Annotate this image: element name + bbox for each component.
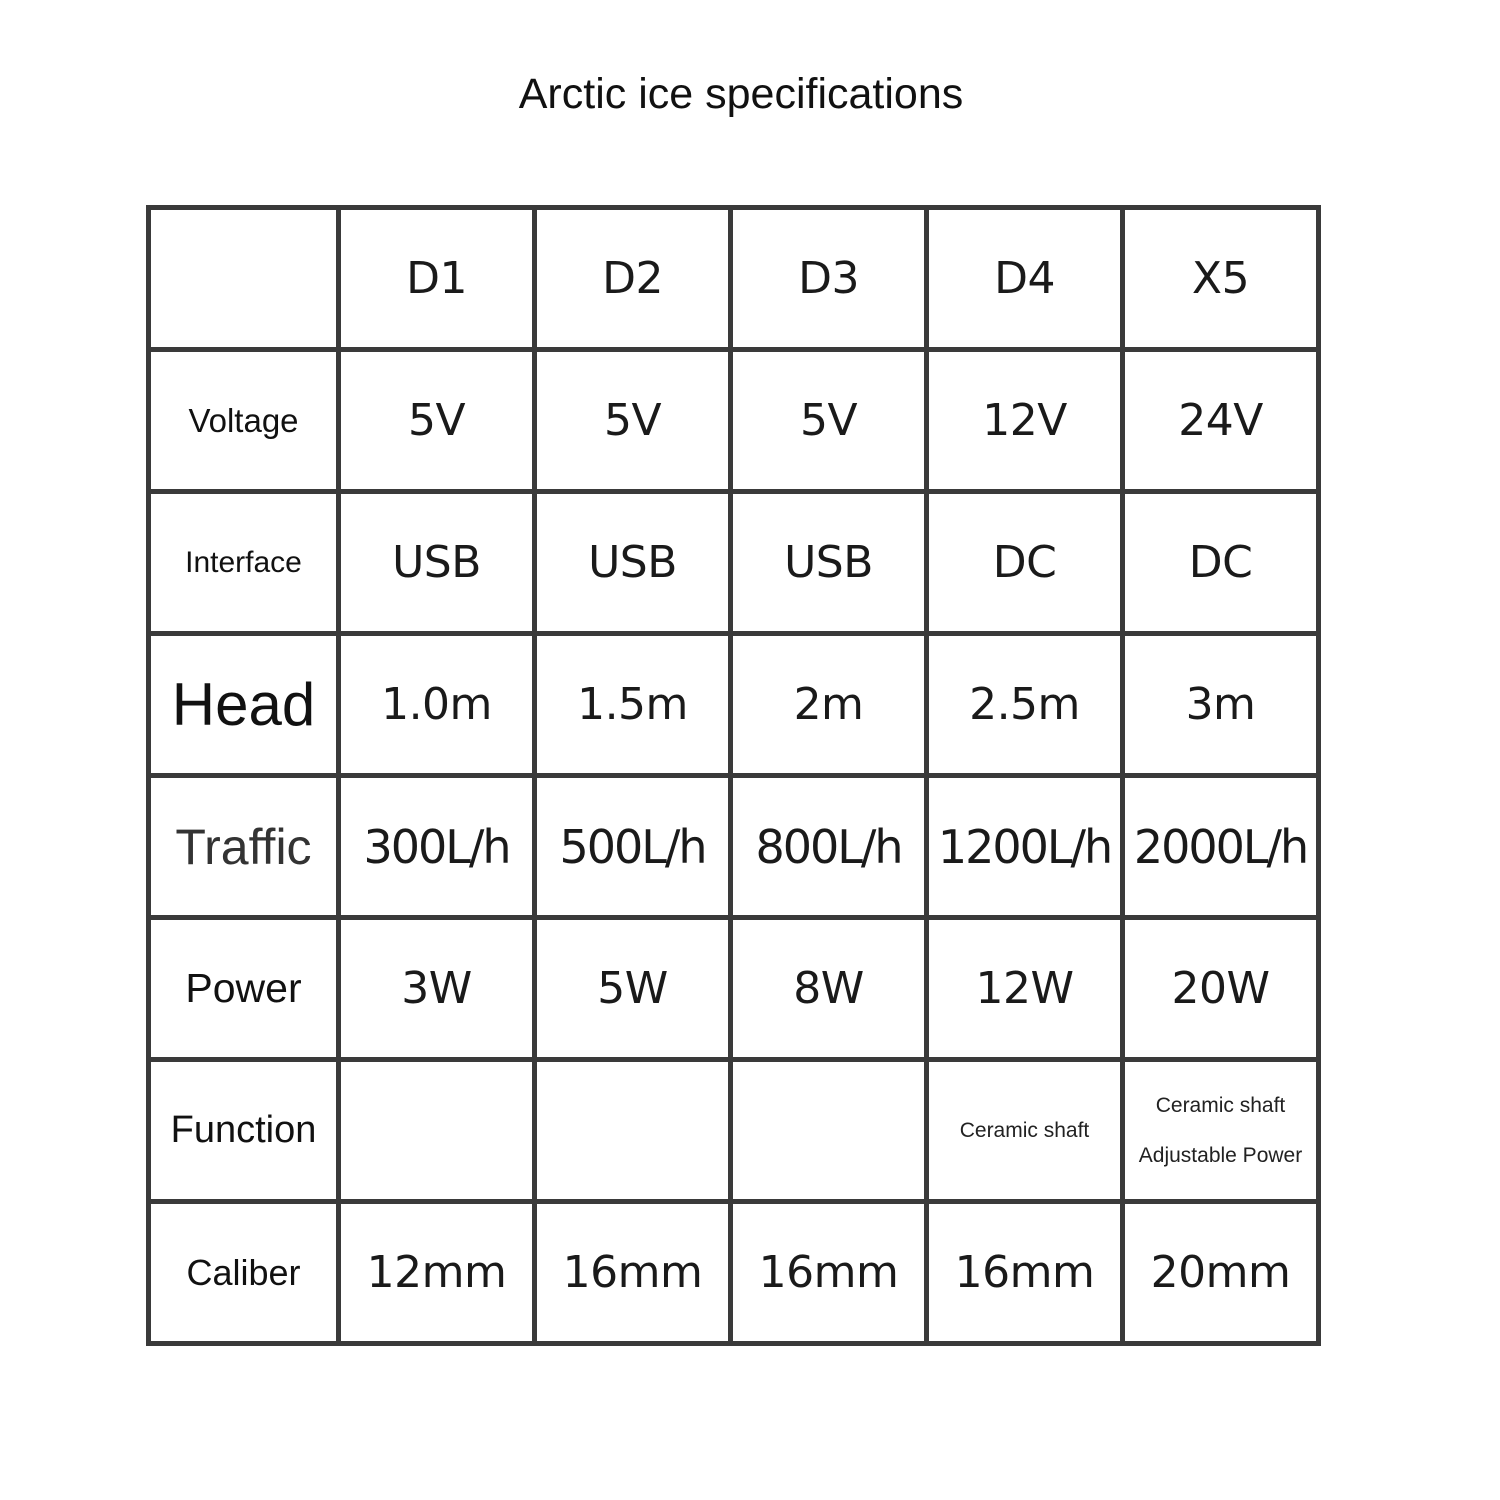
power-value: 3W [401,963,472,1014]
table-cell-empty [339,1060,535,1202]
caliber-value: 12mm [366,1247,507,1298]
interface-value: USB [392,537,481,588]
row-label-head: Head [171,671,316,738]
table-cell-empty [731,1060,927,1202]
model-name: D1 [406,253,467,304]
table-cell [535,776,731,918]
model-name: D3 [798,253,859,304]
voltage-value: 12V [982,395,1067,446]
table-cell [927,918,1123,1060]
spec-table [146,205,1321,1346]
function-value: Adjustable Power [1138,1143,1303,1167]
table-cell [1123,1060,1319,1202]
table-cell [1123,1202,1319,1344]
row-label-cell [149,1202,339,1344]
head-value: 2m [793,679,864,730]
table-cell [339,350,535,492]
header-row [149,208,1319,350]
head-row [149,634,1319,776]
model-header-d1 [339,208,535,350]
head-value: 3m [1185,679,1256,730]
caliber-value: 16mm [562,1247,703,1298]
table-cell [535,350,731,492]
table-cell [1123,776,1319,918]
interface-value: USB [784,537,873,588]
table-cell [339,634,535,776]
caliber-row [149,1202,1319,1344]
row-label-cell [149,350,339,492]
head-value: 1.0m [381,679,492,730]
table-cell [927,1202,1123,1344]
table-cell [731,776,927,918]
corner-cell [149,208,339,350]
traffic-value: 1200L/h [937,819,1112,874]
row-label-cell [149,1060,339,1202]
power-value: 8W [793,963,864,1014]
caliber-value: 20mm [1150,1247,1291,1298]
table-cell [1123,492,1319,634]
power-value: 12W [975,963,1074,1014]
table-cell [731,1202,927,1344]
head-value: 2.5m [969,679,1080,730]
table-cell [535,1202,731,1344]
model-name: D4 [994,253,1055,304]
interface-value: DC [1188,537,1253,588]
table-cell [731,492,927,634]
table-cell [339,1202,535,1344]
table-cell [535,634,731,776]
table-cell [1123,918,1319,1060]
interface-row [149,492,1319,634]
table-cell [339,492,535,634]
row-label-function: Function [170,1109,317,1151]
table-cell [927,1060,1123,1202]
row-label-caliber: Caliber [186,1251,301,1293]
row-label-power: Power [185,965,302,1011]
model-header-d2 [535,208,731,350]
power-value: 20W [1171,963,1270,1014]
page-title: Arctic ice specifications [518,70,964,118]
traffic-value: 2000L/h [1133,819,1308,874]
traffic-value: 300L/h [363,819,510,874]
table-cell [927,634,1123,776]
power-value: 5W [597,963,668,1014]
row-label-interface: Interface [185,545,302,579]
voltage-value: 5V [603,395,662,446]
traffic-value: 800L/h [755,819,902,874]
interface-value: USB [588,537,677,588]
model-header-d4 [927,208,1123,350]
voltage-value: 5V [799,395,858,446]
voltage-value: 24V [1178,395,1263,446]
table-cell [339,918,535,1060]
table-cell [731,634,927,776]
table-cell-empty [535,1060,731,1202]
model-header-x5 [1123,208,1319,350]
function-row [149,1060,1319,1202]
row-label-cell [149,776,339,918]
voltage-value: 5V [407,395,466,446]
table-cell [1123,634,1319,776]
power-row [149,918,1319,1060]
table-cell [535,918,731,1060]
voltage-row [149,350,1319,492]
table-cell [927,350,1123,492]
table-cell [535,492,731,634]
model-header-d3 [731,208,927,350]
interface-value: DC [992,537,1057,588]
row-label-cell [149,918,339,1060]
table-cell [1123,350,1319,492]
table-cell [731,350,927,492]
model-name: D2 [602,253,663,304]
row-label-voltage: Voltage [188,401,299,439]
head-value: 1.5m [577,679,688,730]
caliber-value: 16mm [758,1247,899,1298]
table-cell [339,776,535,918]
row-label-traffic: Traffic [175,818,312,875]
traffic-row [149,776,1319,918]
table-cell [927,776,1123,918]
traffic-value: 500L/h [559,819,706,874]
row-label-cell [149,492,339,634]
table-cell [927,492,1123,634]
function-value: Ceramic shaft [959,1118,1090,1142]
caliber-value: 16mm [954,1247,1095,1298]
model-name: X5 [1191,253,1250,304]
row-label-cell [149,634,339,776]
table-cell [731,918,927,1060]
function-value: Ceramic shaft [1155,1093,1286,1117]
